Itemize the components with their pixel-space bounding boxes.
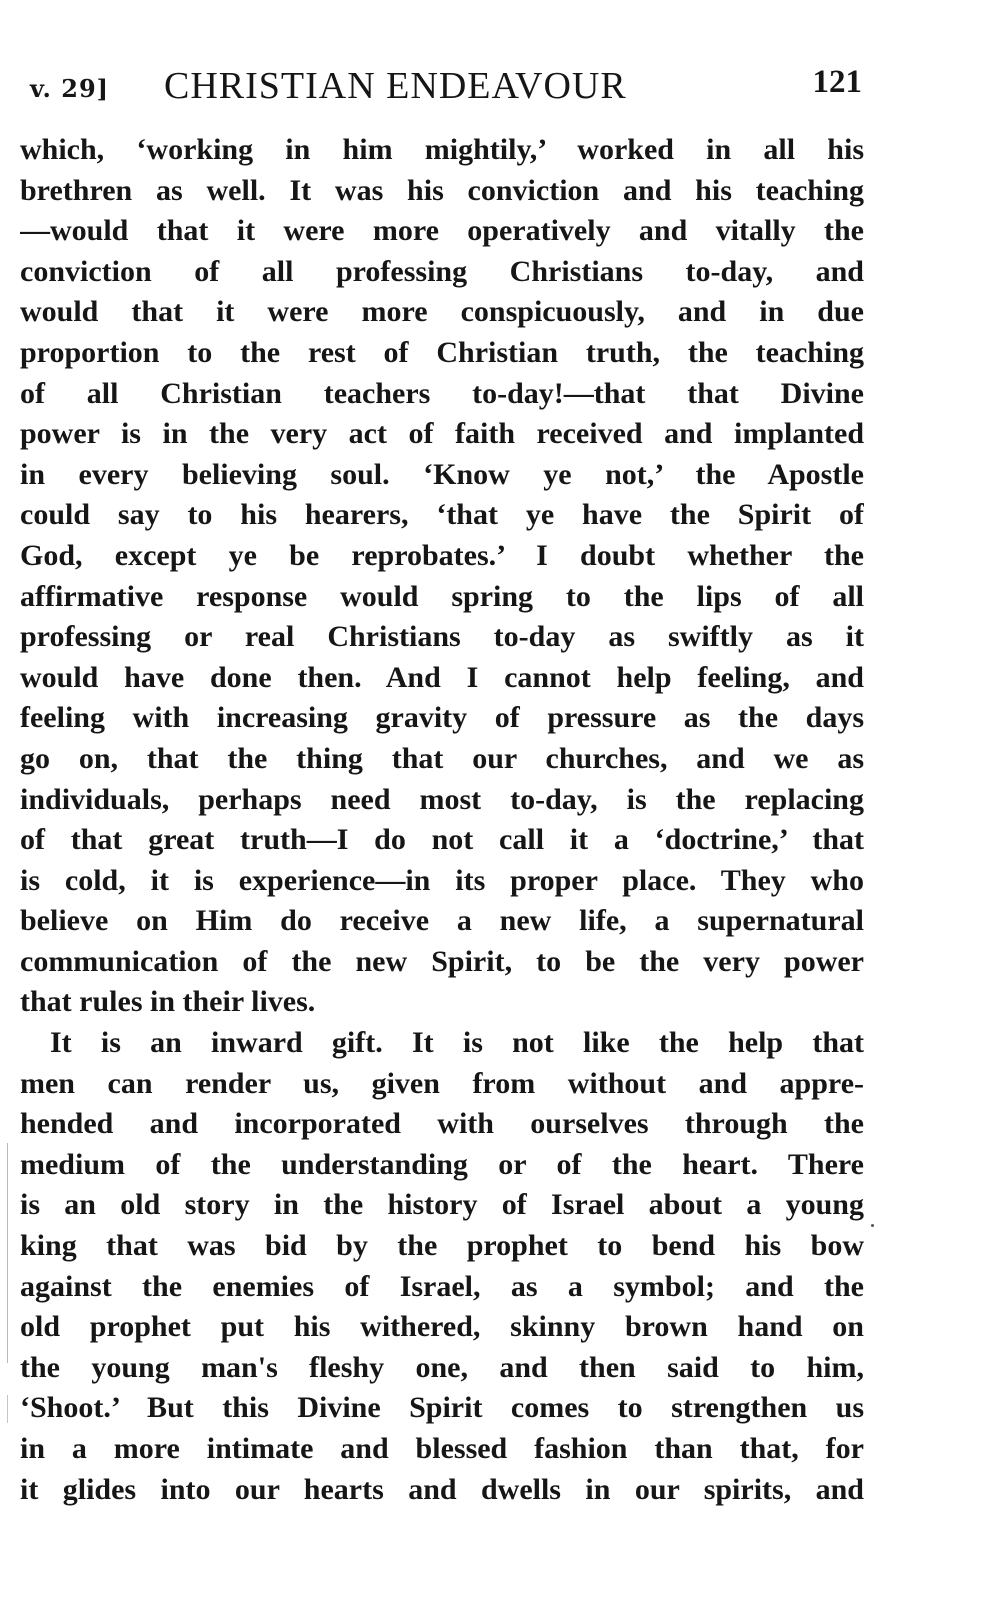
text-line: conviction of all professing Christians to-day, and — [20, 254, 864, 288]
text-line: old prophet put his withered, skinny brown hand on — [20, 1310, 864, 1344]
body-text — [20, 130, 864, 1510]
text-line: believe on Him do receive a new life, a supernatural — [20, 904, 864, 938]
text-line: —would that it were more operatively and vitally the — [20, 214, 864, 248]
print-speck — [871, 1224, 874, 1227]
text-line: against the enemies of Israel, as a symbol; and the — [20, 1269, 864, 1303]
text-line: in a more intimate and blessed fashion than that, for — [20, 1432, 864, 1465]
text-line: that rules in their lives. — [20, 985, 316, 1019]
paragraph — [20, 130, 864, 1023]
text-line: professing or real Christians to-day as swiftly as it — [20, 620, 864, 654]
text-line: brethren as well. It was his conviction and his teaching — [20, 173, 864, 207]
text-line: ‘Shoot.’ But this Divine Spirit comes to strengthen us — [20, 1391, 864, 1425]
margin-mark — [7, 1395, 8, 1423]
text-line: men can render us, given from without and appre- — [20, 1066, 864, 1100]
page-number: 121 — [812, 64, 862, 100]
text-line: go on, that the thing that our churches, and we as — [20, 741, 864, 775]
paragraph — [20, 1023, 864, 1510]
margin-mark — [7, 1143, 8, 1363]
text-line: communication of the new Spirit, to be the very power — [20, 944, 864, 978]
text-line: would have done then. And I cannot help feeling, and — [20, 660, 864, 694]
running-title: CHRISTIAN ENDEAVOUR — [164, 65, 627, 107]
text-line: It is an inward gift. It is not like the help that — [50, 1026, 864, 1060]
text-line: of that great truth—I do not call it a ‘doctrine,’ that — [20, 823, 864, 857]
text-line: affirmative response would spring to the lips of all — [20, 579, 864, 613]
text-line: which, ‘working in him mightily,’ worked in all his — [20, 133, 864, 166]
text-line: of all Christian teachers to-day!—that that Divine — [20, 376, 864, 410]
text-line: proportion to the rest of Christian truth, the teaching — [20, 335, 864, 369]
text-line: is cold, it is experience—in its proper place. They who — [20, 863, 864, 897]
text-line: could say to his hearers, ‘that ye have the Spirit of — [20, 498, 864, 532]
text-line: hended and incorporated with ourselves through the — [20, 1107, 864, 1141]
text-line: power is in the very act of faith received and implanted — [20, 417, 864, 451]
text-line: God, except ye be reprobates.’ I doubt whether the — [20, 538, 864, 572]
running-header — [22, 60, 862, 108]
text-line: would that it were more conspicuously, and in due — [20, 295, 864, 329]
text-line: it glides into our hearts and dwells in our spirits, and — [20, 1472, 864, 1506]
text-line: the young man's fleshy one, and then said to him, — [20, 1350, 864, 1384]
text-line: individuals, perhaps need most to-day, is the replacing — [20, 782, 864, 816]
text-line: in every believing soul. ‘Know ye not,’ the Apostle — [20, 457, 864, 491]
text-line: is an old story in the history of Israel about a young — [20, 1188, 864, 1222]
text-line: medium of the understanding or of the heart. There — [20, 1147, 864, 1181]
verse-reference: v. 29] — [30, 74, 109, 103]
text-line: king that was bid by the prophet to bend his bow — [20, 1229, 864, 1263]
text-line: feeling with increasing gravity of pressure as the days — [20, 701, 864, 735]
